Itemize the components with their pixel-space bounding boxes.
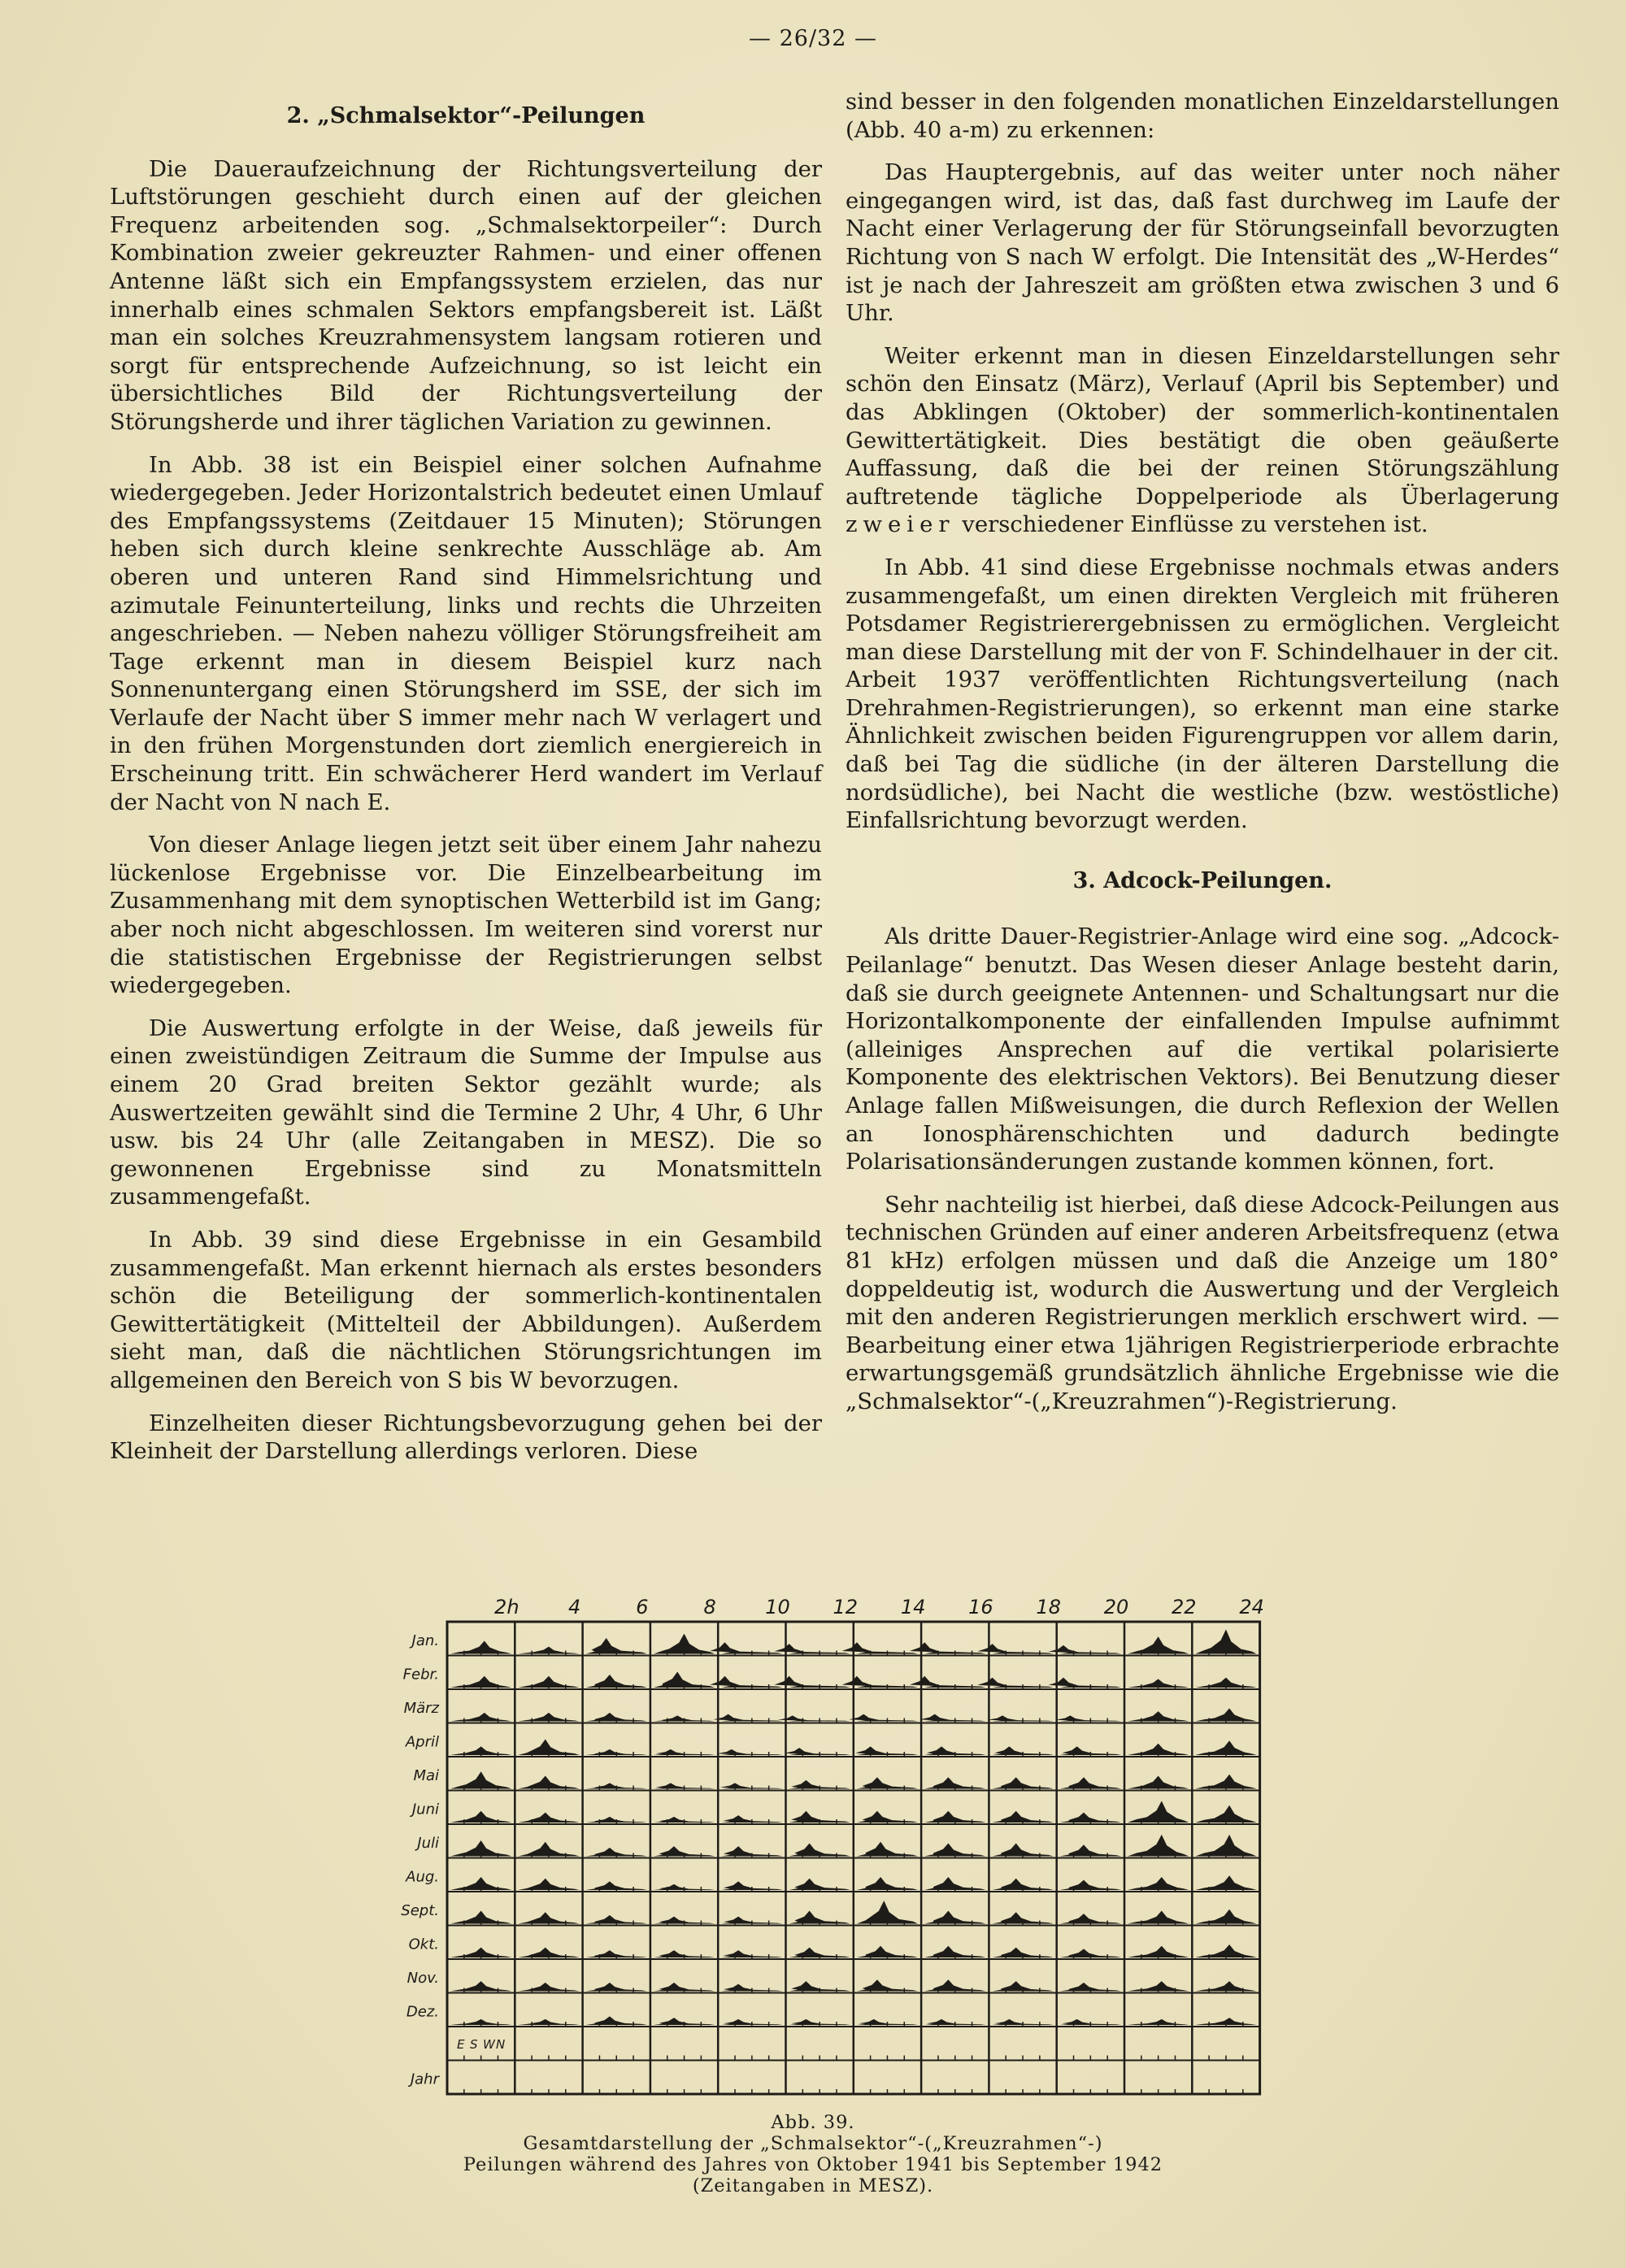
- distribution-peak: [720, 1783, 783, 1788]
- caption-line: Gesamtdarstellung der „Schmalsektor“-(„Kreuzrahmen“-): [523, 2133, 1103, 2154]
- distribution-peak: [654, 2018, 715, 2025]
- distribution-peak: [450, 1948, 511, 1957]
- distribution-peak: [992, 1879, 1053, 1890]
- left-column: [110, 88, 822, 1480]
- distribution-peak: [654, 1917, 715, 1924]
- distribution-peak: [1060, 1880, 1121, 1890]
- distribution-peak: [1195, 1629, 1256, 1653]
- paragraph-text: verschiedener Einflüsse zu verstehen ist.: [962, 511, 1428, 538]
- distribution-peak: [1128, 1776, 1189, 1789]
- time-label: 12: [833, 1596, 859, 1618]
- distribution-peak: [586, 1713, 647, 1722]
- distribution-peak: [924, 1811, 985, 1823]
- distribution-peak: [710, 1676, 782, 1688]
- distribution-peak: [1055, 1715, 1121, 1721]
- time-label: 2h: [494, 1596, 520, 1618]
- distribution-peak: [1049, 1678, 1121, 1688]
- distribution-peak: [1195, 1678, 1256, 1688]
- time-label: 14: [900, 1596, 926, 1618]
- distribution-peak: [518, 1647, 579, 1654]
- month-label: Aug.: [406, 1868, 439, 1886]
- distribution-peak: [1128, 1835, 1189, 1857]
- time-label: 8: [703, 1596, 716, 1618]
- distribution-peak: [924, 1844, 985, 1857]
- distribution-peak: [789, 1780, 850, 1789]
- distribution-peak: [450, 1877, 511, 1890]
- distribution-peak: [1128, 1679, 1189, 1688]
- distribution-peak: [654, 1634, 715, 1654]
- distribution-peak: [1195, 2018, 1256, 2025]
- distribution-peak: [778, 1715, 850, 1721]
- distribution-peak: [1060, 1949, 1121, 1957]
- distribution-peak: [710, 1642, 782, 1653]
- distribution-peak: [518, 1739, 579, 1755]
- distribution-peak: [518, 1912, 579, 1923]
- distribution-peak: [1128, 1801, 1189, 1823]
- time-label: 4: [567, 1596, 581, 1618]
- paragraph: Das Hauptergebnis, auf das weiter unter noch näher eingegangen wird, ist das, daß fast durchweg im Laufe der Nacht einer Verlagerung der für Störungseinfall bevorzugten Richtung von S nach W erfolgt. Die Intensität des „W-Herdes“ ist je nach der Jahreszeit am größten etwa zwischen 3 und 6 Uhr.: [846, 159, 1559, 327]
- month-label: Febr.: [402, 1666, 439, 1684]
- distribution-peak: [992, 1912, 1053, 1923]
- distribution-peak: [992, 1948, 1053, 1957]
- distribution-peak: [857, 1901, 918, 1923]
- paragraph: Als dritte Dauer-Registrier-Anlage wird eine sog. „Adcock-Peilanlage“ benutzt. Das Wesen dieser Anlage besteht darin, daß sie durch geeignete Antennen- und Schaltungsart nur die Horizontalkomponente der einfallenden Impulse aufnimmt (alleiniges Ansprechen auf die vertikal polarisierte Komponente des elektrischen Vektors). Bei Benutzung dieser Anlage fallen Mißweisungen, die durch Reflexion der Wellen an Ionosphärenschichten und dadurch bedingte Polarisationsänderungen zustande kommen können, fort.: [846, 923, 1559, 1175]
- distribution-peak: [450, 1981, 511, 1991]
- distribution-peak: [785, 1748, 850, 1755]
- distribution-peak: [713, 1714, 782, 1722]
- distribution-peak: [857, 1777, 918, 1788]
- time-label: 22: [1172, 1596, 1197, 1618]
- distribution-peak: [450, 1771, 511, 1788]
- distribution-peak: [721, 1881, 782, 1890]
- time-label: 24: [1239, 1596, 1264, 1618]
- figure-caption: [0, 2112, 1626, 2196]
- distribution-peak: [1195, 1981, 1256, 1991]
- distribution-peak: [518, 1813, 579, 1823]
- section-heading-adcock: 3. Adcock-Peilungen.: [1072, 867, 1333, 893]
- distribution-peak: [789, 1844, 850, 1857]
- time-label: 18: [1036, 1596, 1061, 1618]
- distribution-peak: [1128, 1711, 1189, 1721]
- distribution-peak: [654, 1671, 715, 1688]
- distribution-peak: [450, 1713, 511, 1722]
- distribution-peak: [586, 1638, 647, 1654]
- direction-label: W: [483, 2036, 495, 2052]
- distribution-peak: [789, 1811, 850, 1823]
- distribution-peak: [857, 1877, 918, 1890]
- distribution-peak: [721, 1984, 782, 1992]
- distribution-peak: [857, 1979, 918, 1991]
- month-label: Jahr: [410, 2070, 439, 2088]
- distribution-peak: [1128, 1744, 1189, 1755]
- distribution-peak: [1060, 1914, 1121, 1923]
- distribution-peak: [789, 1911, 850, 1924]
- paragraph: Die Auswertung erfolgte in der Weise, daß jeweils für einen zweistündigen Zeitraum die Summe der Impulse aus einem 20 Grad breiten Sektor gezählt wurde; als Auswertzeiten gewählt sind die Termine 2 Uhr, 4 Uhr, 6 Uhr usw. bis 24 Uhr (alle Zeitangaben in MESZ). Die so gewonnenen Ergebnisse sind zu Monatsmitteln zusammengefaßt.: [110, 1015, 822, 1210]
- distribution-peak: [1195, 1875, 1256, 1890]
- distribution-peak: [924, 1911, 985, 1924]
- distribution-peak: [518, 2019, 579, 2025]
- distribution-peak: [1195, 1709, 1256, 1722]
- month-label: Sept.: [401, 1902, 439, 1920]
- distribution-peak: [988, 1715, 1054, 1721]
- distribution-peak: [654, 1983, 715, 1992]
- distribution-peak: [924, 1746, 985, 1755]
- distribution-peak: [518, 1948, 579, 1957]
- distribution-peak: [1128, 1636, 1189, 1653]
- direction-label: E: [457, 2036, 465, 2052]
- page-number: — 26/32 —: [749, 26, 877, 51]
- month-label: März: [403, 1700, 439, 1718]
- distribution-peak: [586, 1675, 647, 1688]
- paragraph: [846, 342, 1559, 539]
- distribution-peak: [586, 1983, 647, 1992]
- distribution-peak: [721, 1950, 782, 1957]
- distribution-peak: [857, 1842, 918, 1857]
- month-label: Okt.: [408, 1936, 439, 1953]
- month-label: Jan.: [411, 1632, 439, 1650]
- month-label: Mai: [413, 1767, 439, 1785]
- caption-line: Peilungen während des Jahres von Oktober 1941 bis September 1942: [463, 2154, 1163, 2175]
- distribution-peak: [1060, 1844, 1121, 1856]
- distribution-peak: [450, 1840, 511, 1857]
- paragraph-continued: sind besser in den folgenden monatlichen Einzeldarstellungen (Abb. 40 a-m) zu erkennen:: [846, 89, 1559, 143]
- distribution-peak: [586, 1881, 647, 1890]
- distribution-peak: [1195, 1835, 1256, 1857]
- distribution-peak: [992, 1746, 1053, 1755]
- distribution-peak: [1128, 1981, 1189, 1991]
- distribution-peak: [1128, 1946, 1189, 1957]
- paragraph: In Abb. 41 sind diese Ergebnisse nochmals etwas anders zusammengefaßt, um einen direkten Vergleich mit früheren Potsdamer Registrierergebnissen zu ermöglichen. Vergleicht man diese Darstellung mit der von F. Schindelhauer in der cit. Arbeit 1937 veröffentlichten Richtungsverteilung (nach Drehrahmen-Registrierungen), so erkennt man eine starke Ähnlichkeit zwischen beiden Figurengruppen vor allem darin, daß bei Tag die südliche (in der älteren Darstellung die nordsüdliche), bei Nacht die westliche (bzw. westöstliche) Einfallsrichtung bevorzugt werden.: [846, 554, 1559, 834]
- paragraph: Sehr nachteilig ist hierbei, daß diese Adcock-Peilungen aus technischen Gründen auf einer anderen Arbeitsfrequenz (etwa 81 kHz) erfolgen müssen und daß die Anzeige um 180° doppeldeutig ist, wodurch die Auswertung und der Vergleich mit den anderen Registrierungen merklich erschwert wird. — Bearbeitung einer etwa 1jährigen Registrierperiode erbrachte erwartungsgemäß grundsätzlich ähnliche Ergebnisse wie die „Schmalsektor“-(„Kreuzrahmen“)-Registrierung.: [846, 1191, 1559, 1414]
- distribution-peak: [920, 1714, 985, 1722]
- distribution-peak: [1060, 1746, 1121, 1755]
- distribution-peak: [586, 1848, 647, 1857]
- caption-line: (Zeitangaben in MESZ).: [692, 2175, 934, 2196]
- distribution-peak: [450, 1746, 511, 1755]
- distribution-peak: [518, 1776, 579, 1789]
- distribution-peak: [924, 1777, 985, 1788]
- distribution-peak: [849, 1714, 918, 1722]
- month-label: Juni: [411, 1801, 439, 1818]
- distribution-peak: [855, 1746, 918, 1755]
- distribution-peak: [992, 1844, 1053, 1857]
- distribution-peak: [721, 1846, 782, 1856]
- direction-label: S: [470, 2036, 478, 2052]
- distribution-peak: [992, 1777, 1053, 1788]
- paragraph: Die Daueraufzeichnung der Richtungsverteilung der Luftstörungen geschieht durch einen auf der gleichen Frequenz arbeitenden sog. „Schmalsektorpeiler“: Durch Kombination zweier gekreuzter Rahmen- und einer offenen Antenne läßt sich ein Empfangssystem erzielen, das nur innerhalb eines schmalen Sektors empfangsbereit ist. Läßt man ein solches Kreuzrahmensystem langsam rotieren und sorgt für entsprechende Aufzeichnung, so ist leicht ein übersichtliches Bild der Richtungsverteilung der Störungsherde und ihrer täglichen Variation zu gewinnen.: [110, 155, 822, 435]
- distribution-peak: [789, 1981, 850, 1991]
- distribution-peak: [654, 1950, 715, 1957]
- distribution-peak: [924, 1946, 985, 1957]
- distribution-peak: [717, 1749, 783, 1755]
- month-label: Dez.: [406, 2003, 439, 2021]
- distribution-peak: [924, 1979, 985, 1991]
- section-heading-schmalsektor: 2. „Schmalsektor“-Peilungen: [286, 103, 646, 128]
- distribution-peak: [1195, 1944, 1256, 1957]
- figure-abb-39: [374, 1589, 1309, 2093]
- right-column: [846, 88, 1559, 1431]
- time-label: 6: [636, 1596, 649, 1618]
- paragraph: Von dieser Anlage liegen jetzt seit über einem Jahr nahezu lückenlose Ergebnisse vor. Die Einzelbearbeitung im Zusammenhang mit dem synoptischen Wetterbild ist im Gang; aber noch nicht abgeschlossen. Im weiteren sind vorerst nur die statistischen Ergebnisse der Registrierungen selbst wiedergegeben.: [110, 832, 822, 999]
- distribution-peak: [1195, 1740, 1256, 1755]
- emphasis-spaced: zweier: [846, 511, 955, 538]
- time-label: 20: [1103, 1596, 1129, 1618]
- distribution-peak: [518, 1713, 579, 1722]
- distribution-peak: [789, 1879, 850, 1890]
- distribution-peak: [721, 1815, 782, 1823]
- distribution-peak: [1195, 1910, 1256, 1924]
- distribution-peak: [1049, 1645, 1121, 1654]
- distribution-peak: [654, 1846, 715, 1856]
- month-label: Nov.: [406, 1970, 439, 1988]
- distribution-peak: [1128, 1877, 1189, 1890]
- direction-label: N: [496, 2036, 506, 2052]
- paragraph: Einzelheiten dieser Richtungsbevorzugung gehen bei der Kleinheit der Darstellung allerdings verloren. Diese: [110, 1410, 822, 1465]
- distribution-peak: [1060, 1813, 1121, 1823]
- chart: [374, 1589, 1309, 2109]
- distribution-peak: [1195, 1805, 1256, 1823]
- distribution-peak: [924, 1877, 985, 1890]
- distribution-peak: [586, 1950, 647, 1957]
- time-label: 16: [968, 1596, 993, 1618]
- distribution-peak: [857, 1811, 918, 1823]
- distribution-peak: [992, 1981, 1053, 1991]
- distribution-peak: [857, 1946, 918, 1957]
- distribution-peak: [586, 2016, 647, 2025]
- month-label: Juli: [417, 1835, 439, 1853]
- distribution-peak: [1128, 2019, 1189, 2025]
- distribution-peak: [518, 1879, 579, 1890]
- month-label: April: [405, 1733, 439, 1751]
- paragraph: In Abb. 39 sind diese Ergebnisse in ein Gesambild zusammengefaßt. Man erkennt hiernach als erstes besonders schön die Beteiligung der sommerlich-kontinentalen Gewittertätigkeit (Mittelteil der Abbildungen). Außerdem sieht man, daß die nächtlichen Störungsrichtungen im allgemeinen den Bereich von S bis W bevorzugen.: [110, 1226, 822, 1393]
- distribution-peak: [450, 1676, 511, 1688]
- distribution-peak: [450, 2019, 511, 2025]
- caption-title: Abb. 39.: [771, 2112, 855, 2133]
- distribution-peak: [450, 1911, 511, 1924]
- distribution-peak: [450, 1641, 511, 1654]
- distribution-peak: [518, 1676, 579, 1688]
- distribution-peak: [1128, 1911, 1189, 1924]
- distribution-peak: [450, 1811, 511, 1823]
- distribution-peak: [586, 1915, 647, 1924]
- distribution-peak: [1195, 1775, 1256, 1789]
- distribution-peak: [518, 1983, 579, 1992]
- distribution-peak: [518, 1842, 579, 1857]
- paragraph: In Abb. 38 ist ein Beispiel einer solchen Aufnahme wiedergegeben. Jeder Horizontalstrich bedeutet einen Umlauf des Empfangssystems (Zeitdauer 15 Minuten); Störungen heben sich durch kleine senkrechte Ausschläge ab. Am oberen und unteren Rand sind Himmelsrichtung und azimutale Feinunterteilung, links und rechts die Uhrzeiten angeschrieben. — Neben nahezu völliger Störungsfreiheit am Tage erkennt man in diesem Beispiel kurz nach Sonnenuntergang einen Störungsherd im SSE, der sich im Verlaufe der Nacht über S immer mehr nach W verlagert und in den frühen Morgenstunden dort ziemlich energiereich in Erscheinung tritt. Ein schwächerer Herd wandert im Verlauf der Nacht von N nach E.: [110, 451, 822, 815]
- paragraph-text: Weiter erkennt man in diesen Einzeldarstellungen sehr schön den Einsatz (März), Verlauf (April bis September) und das Abklingen (Oktober) der sommerlich-kontinentalen Gewittertätigkeit. Dies bestätigt die oben geäußerte Auffassung, daß die bei der reinen Störungszählung auftretende tägliche Doppelperiode als Überlagerung: [846, 342, 1559, 510]
- distribution-peak: [1060, 1777, 1121, 1788]
- distribution-peak: [1060, 1983, 1121, 1992]
- distribution-peak: [992, 1811, 1053, 1823]
- distribution-peak: [789, 1948, 850, 1957]
- distribution-peak: [721, 1917, 782, 1924]
- time-label: 10: [765, 1596, 790, 1618]
